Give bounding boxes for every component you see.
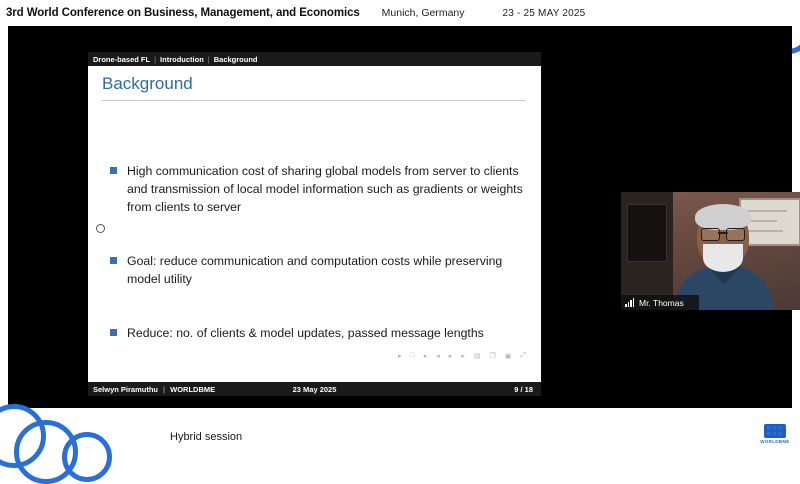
breadcrumb-item-deck: Drone-based FL <box>93 54 151 64</box>
toolbar-index-icon[interactable]: ▣ <box>504 353 512 360</box>
breadcrumb-separator: | <box>154 54 157 64</box>
conference-header <box>0 0 800 26</box>
toolbar-fullscreen-icon[interactable]: ⤢ <box>520 352 526 359</box>
bullet-square-icon <box>110 257 117 264</box>
breadcrumb-item-section: Introduction <box>160 54 204 64</box>
breadcrumb-separator: | <box>207 54 210 64</box>
slide-container[interactable] <box>88 52 541 396</box>
footer-bar <box>0 408 800 450</box>
toolbar-page-icon[interactable]: □ <box>410 352 415 359</box>
glasses-lens-left <box>701 228 720 241</box>
brand-name: WORLDBME <box>760 439 790 444</box>
microphone-level-icon <box>625 298 635 307</box>
footer-author: Selwyn Piramuthu <box>93 384 159 394</box>
bullet-square-icon <box>110 167 117 174</box>
slide-body <box>88 66 541 382</box>
slide-breadcrumb <box>88 52 541 66</box>
breadcrumb-item-subsection: Background <box>213 54 258 64</box>
presentation-stage <box>8 26 792 408</box>
list-item <box>110 162 526 216</box>
toolbar-prev-icon[interactable]: ▸ <box>423 353 428 360</box>
bullet-text: Reduce: no. of clients & model updates, passed message lengths <box>127 326 484 340</box>
mouse-cursor <box>96 224 105 233</box>
bullet-square-icon <box>110 329 117 336</box>
pdf-navigation-toolbar[interactable] <box>398 352 526 360</box>
toolbar-next-icon[interactable]: ▸ <box>448 353 453 360</box>
slide-bullet-list <box>110 162 526 378</box>
session-type-label: Hybrid session <box>170 431 243 443</box>
decorative-ring-icon <box>62 432 112 482</box>
participant-name-badge <box>621 295 699 310</box>
conference-dates: 23 - 25 MAY 2025 <box>502 7 586 19</box>
brand-mark-icon <box>764 424 786 438</box>
footer-date: 23 May 2025 <box>292 384 337 394</box>
conference-title: 3rd World Conference on Business, Management, and Economics <box>6 7 360 19</box>
whiteboard-line <box>747 210 787 212</box>
whiteboard-line <box>747 230 783 232</box>
list-item <box>110 252 526 288</box>
video-person-glasses <box>701 228 745 239</box>
whiteboard-line <box>747 220 777 222</box>
video-person-hair <box>695 204 751 230</box>
toolbar-grid-icon[interactable]: ▤ <box>473 353 481 360</box>
footer-event: WORLDBME <box>170 384 216 394</box>
video-door <box>621 192 673 310</box>
footer-page-number: 9 / 18 <box>514 384 533 394</box>
footer-separator: | <box>163 384 166 394</box>
video-person-beard <box>703 244 743 272</box>
bullet-text: High communication cost of sharing global models from server to clients and transmission of local model information such as gradients or weights from clients to server <box>127 164 523 214</box>
participant-name: Mr. Thomas <box>639 297 684 308</box>
list-item <box>110 324 526 342</box>
brand-logo <box>758 424 792 446</box>
conference-location: Munich, Germany <box>381 7 465 19</box>
toolbar-notes-icon[interactable]: ❐ <box>489 353 496 360</box>
glasses-lens-right <box>726 228 745 241</box>
slide-title: Background <box>102 74 193 93</box>
video-door-panel <box>627 204 667 262</box>
bullet-text: Goal: reduce communication and computation costs while preserving model utility <box>127 254 503 286</box>
title-divider <box>102 100 526 101</box>
toolbar-first-icon[interactable]: ▸ <box>398 353 402 360</box>
participant-video-tile[interactable] <box>621 192 800 310</box>
slide-footer <box>88 382 541 396</box>
toolbar-last-icon[interactable]: ▸ <box>461 353 465 360</box>
toolbar-back-icon[interactable]: ◂ <box>436 353 440 360</box>
